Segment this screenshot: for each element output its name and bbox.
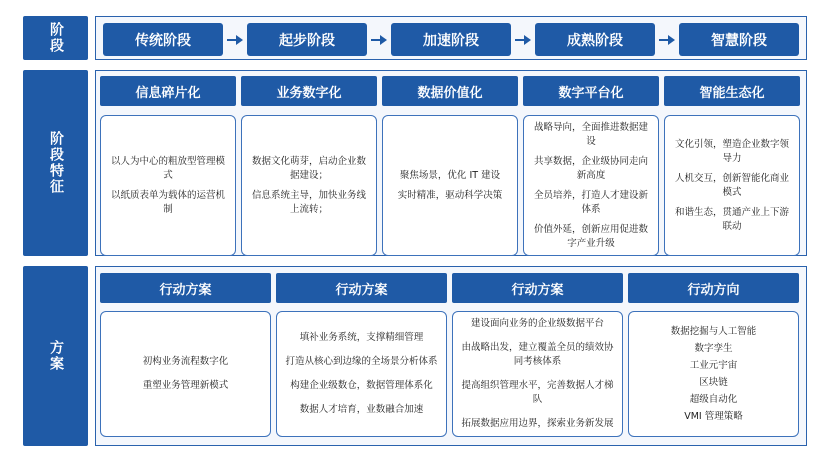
plan-card [452,311,623,437]
stage-label-text: 阶段 [48,22,64,54]
feature-item: 聚焦场景，优化 IT 建设 [399,169,501,181]
plan-header: 行动方案 [452,273,623,303]
stage-box: 成熟阶段 [535,23,655,56]
feature-item: 共享数据，企业级协同走向新高度 [533,155,648,181]
feature-header: 智能生态化 [664,76,800,106]
feature-column-1 [100,76,236,256]
features-label-text: 阶段特征 [48,131,64,195]
plan-item: 建设面向业务的企业级数据平台 [470,318,604,329]
plan-item: 提高组织管理水平，完善数据人才梯队 [461,380,614,405]
feature-column-2 [241,76,377,256]
plan-item: 拓展数据应用边界，探索业务新发展 [461,418,614,429]
feature-card [382,115,518,256]
stage-box: 传统阶段 [103,23,223,56]
arrow-icon [367,23,391,56]
feature-column-5 [664,76,800,256]
feature-item: 战略导向，全面推进数据建设 [533,121,648,147]
plan-card [628,311,799,437]
plan-item: VMI 管理策略 [684,411,743,422]
feature-item: 实时精准，驱动科学决策 [397,189,503,201]
feature-header: 数字平台化 [523,76,659,106]
plan-item: 数据人才培育，业数融合加速 [299,404,424,415]
feature-header: 信息碎片化 [100,76,236,106]
arrow-icon [223,23,247,56]
arrow-icon [655,23,679,56]
plan-header: 行动方向 [628,273,799,303]
plan-card [100,311,271,437]
arrow-icon [511,23,535,56]
feature-card [664,115,800,256]
plan-item: 数据挖掘与人工智能 [670,326,757,337]
plan-item: 打造从核心到边缘的全场景分析体系 [285,356,438,367]
feature-item: 价值外延，创新应用促进数字产业升级 [533,223,648,249]
stage-box: 智慧阶段 [679,23,799,56]
feature-card [523,115,659,256]
plan-item: 填补业务系统，支撑精细管理 [299,332,424,343]
plan-header: 行动方案 [276,273,447,303]
plan-item: 工业元宇宙 [689,360,738,371]
stage-box: 起步阶段 [247,23,367,56]
feature-column-4 [523,76,659,256]
plan-item: 数字孪生 [694,343,733,354]
plan-item: 重塑业务管理新模式 [142,380,229,391]
plan-item: 超级自动化 [689,394,738,405]
plan-item: 区块链 [699,377,728,388]
feature-card [100,115,236,256]
feature-item: 全员培养，打造人才建设新体系 [533,189,648,215]
feature-item: 文化引领，塑造企业数字领导力 [674,138,789,164]
plan-column-4 [628,273,799,437]
feature-item: 信息系统主导，加快业务线上流转； [251,189,366,215]
plan-label [23,266,88,446]
feature-header: 数据价值化 [382,76,518,106]
feature-item: 以纸质表单为载体的运营机制 [110,189,225,215]
plan-column-3 [452,273,623,437]
plan-card [276,311,447,437]
stage-box: 加速阶段 [391,23,511,56]
plan-column-1 [100,273,271,437]
plan-header: 行动方案 [100,273,271,303]
feature-header: 业务数字化 [241,76,377,106]
plan-item: 构建企业级数仓，数据管理体系化 [290,380,433,391]
feature-item: 人机交互，创新智能化商业模式 [674,172,789,198]
feature-column-3 [382,76,518,256]
plan-item: 由战略出发，建立覆盖全员的绩效协同考核体系 [461,342,614,367]
stage-flow [103,23,799,56]
feature-card [241,115,377,256]
features-label [23,70,88,256]
plan-column-2 [276,273,447,437]
stage-label [23,16,88,60]
feature-item: 和谐生态，贯通产业上下游联动 [674,206,789,232]
feature-item: 以人为中心的粗放型管理模式 [110,155,225,181]
plan-label-text: 方案 [48,340,64,372]
feature-item: 数据文化萌芽，启动企业数据建设； [251,155,366,181]
plan-item: 初构业务流程数字化 [142,356,229,367]
